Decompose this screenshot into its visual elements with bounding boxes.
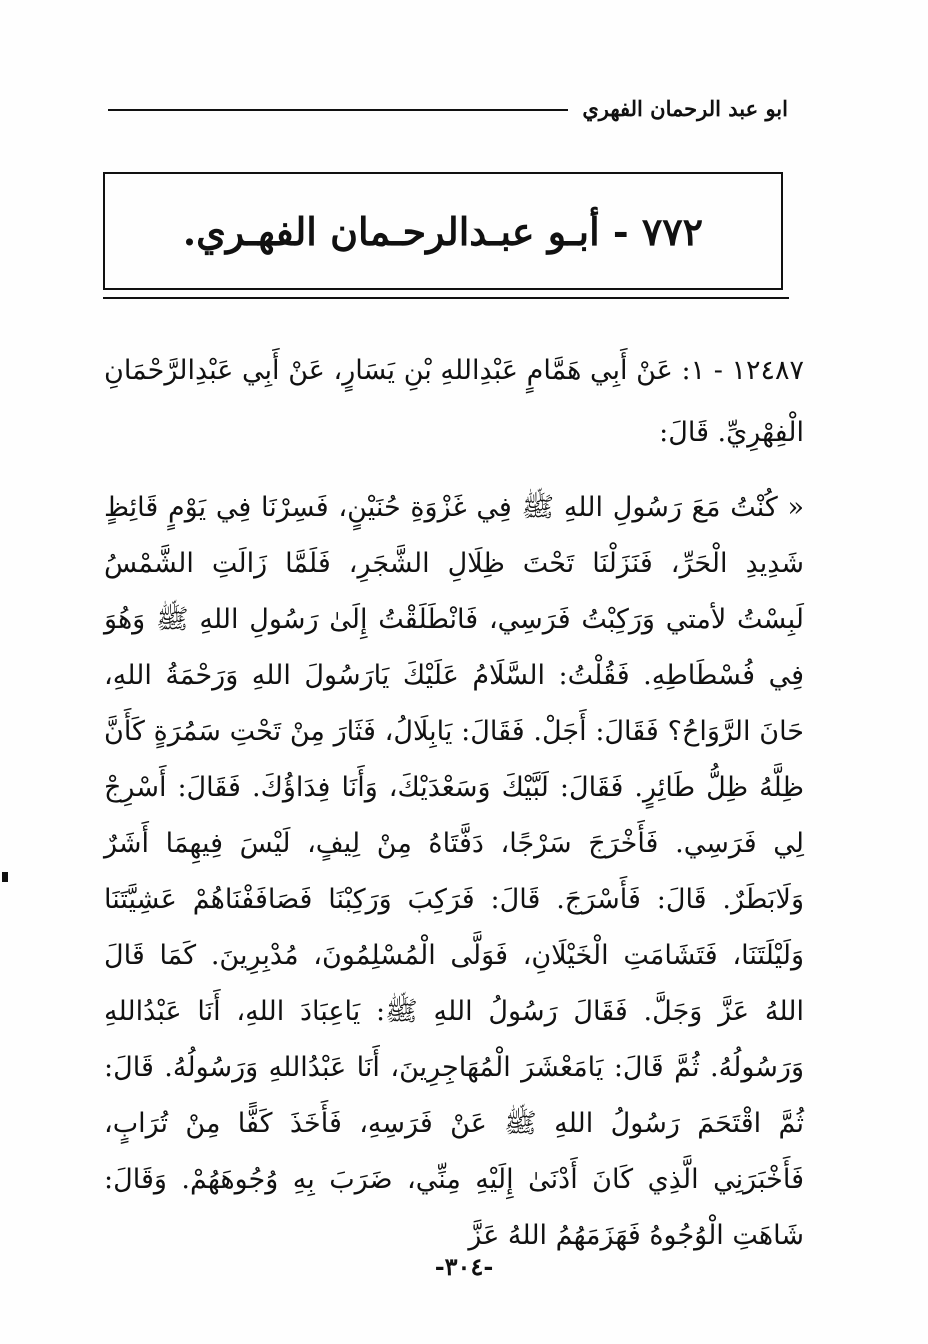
- running-header-title: ابو عبد الرحمان الفهري: [582, 95, 788, 121]
- page-number: -٣٠٤-: [434, 1252, 494, 1281]
- chapter-title: ٧٧٢ - أبـو عبـدالرحـمان الفهـري.: [182, 208, 704, 254]
- hadith-text-paragraph: « كُنْتُ مَعَ رَسُولِ اللهِ ﷺ فِي غَزْوَةِ حُنَيْنٍ، فَسِرْنَا فِي يَوْمٍ قَائِظٍ شَدِيدِ الْحَرِّ، فَنَزَلْنَا تَحْتَ ظِلَالِ الشَّجَرِ، فَلَمَّا زَالَتِ الشَّمْسُ لَبِسْتُ لأمتي وَرَكِبْتُ فَرَسِي، فَانْطَلَقْتُ إِلَىٰ رَسُولِ اللهِ ﷺ وَهُوَ فِي فُسْطَاطِهِ. فَقُلْتُ: السَّلَامُ عَلَيْكَ يَارَسُولَ اللهِ وَرَحْمَةُ اللهِ، حَانَ الرَّوَاحُ؟ فَقَالَ: أَجَلْ. فَقَالَ: يَابِلَالُ، فَثَارَ مِنْ تَحْتِ سَمُرَةٍ كَأَنَّ ظِلَّهُ ظِلُّ طَائِرٍ. فَقَالَ: لَبَّيْكَ وَسَعْدَيْكَ، وَأَنَا فِدَاؤُكَ. فَقَالَ: أَسْرِجْ لِي فَرَسِي. فَأَخْرَجَ سَرْجًا، دَفَّتَاهُ مِنْ لِيفٍ، لَيْسَ فِيهِمَا أَشَرٌ وَلَابَطَرٌ. قَالَ: فَأَسْرَجَ. قَالَ: فَرَكِبَ وَرَكِبْنَا فَصَافَفْنَاهُمْ عَشِيَّتَنَا وَلَيْلَتَنَا، فَتَشَامَتِ الْخَيْلَانِ، فَوَلَّى الْمُسْلِمُونَ، مُدْبِرِينَ. كَمَا قَالَ اللهُ عَزَّ وَجَلَّ. فَقَالَ رَسُولُ اللهِ ﷺ: يَاعِبَادَ اللهِ، أَنَا عَبْدُاللهِ وَرَسُولُهُ. ثُمَّ قَالَ: يَامَعْشَرَ الْمُهَاجِرِينَ، أَنَا عَبْدُاللهِ وَرَسُولُهُ. قَالَ: ثُمَّ اقْتَحَمَ رَسُولُ اللهِ ﷺ عَنْ فَرَسِهِ، فَأَخَذَ كَفًّا مِنْ تُرَابٍ، فَأَخْبَرَنِي الَّذِي كَانَ أَدْنَىٰ إِلَيْهِ مِنِّي، ضَرَبَ بِهِ وُجُوهَهُمْ. وَقَالَ: شَاهَتِ الْوُجُوهُ فَهَزَمَهُمُ اللهُ عَزَّ: [104, 492, 804, 1251]
- scan-margin-mark: [2, 872, 8, 882]
- header-rule: [108, 109, 568, 111]
- page-body: [104, 340, 804, 1264]
- title-underline: [103, 297, 789, 299]
- chapter-title-box: [103, 172, 783, 290]
- hadith-chain-paragraph: ١٢٤٨٧ - ١: عَنْ أَبِي هَمَّامٍ عَبْدِاللهِ بْنِ يَسَارٍ، عَنْ أَبِي عَبْدِالرَّحْمَانِ الْفِهْرِيِّ. قَالَ:: [104, 355, 804, 448]
- running-header: [108, 88, 788, 128]
